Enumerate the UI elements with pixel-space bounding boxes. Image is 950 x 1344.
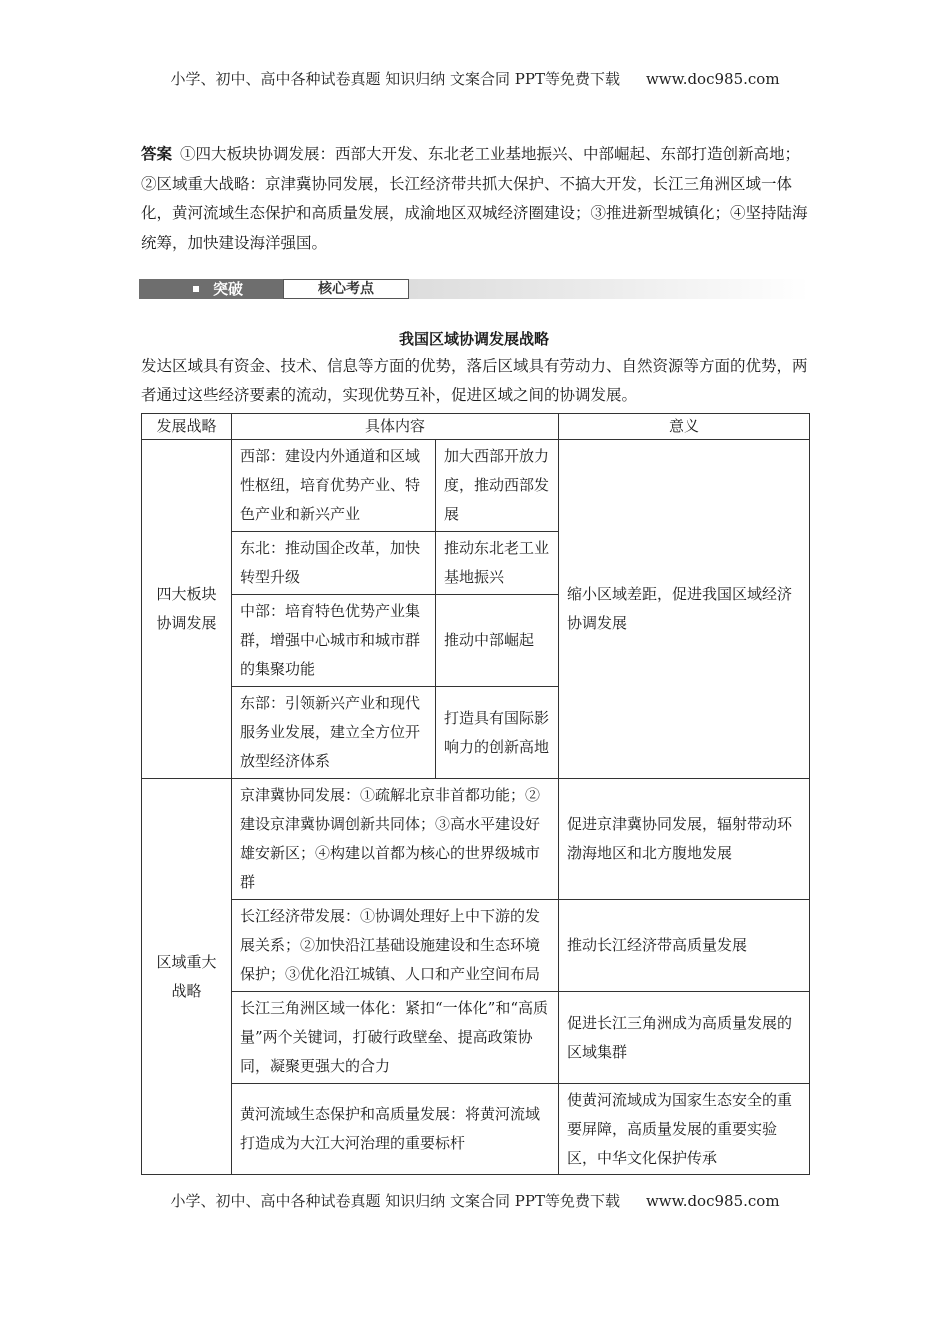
footer-text: 小学、初中、高中各种试卷真题 知识归纳 文案合同 PPT等免费下载 <box>170 1192 620 1210</box>
content-yellow-river: 黄河流域生态保护和高质量发展：将黄河流域打造成为大江大河治理的重要标杆 <box>232 1084 559 1175</box>
meaning-yangtze-belt: 推动长江经济带高质量发展 <box>559 900 810 992</box>
meaning-four-regions: 缩小区域差距，促进我国区域经济协调发展 <box>559 440 810 779</box>
meaning-yellow-river-text: 使黄河流域成为国家生态安全的重要屏障，高质量发展的重要实验区，中华文化保护传承 <box>567 1091 793 1167</box>
table-row <box>142 992 810 1084</box>
footer-site[interactable]: www.doc985.com <box>645 1192 780 1210</box>
bullet-square-icon <box>193 286 199 292</box>
effect-east: 打造具有国际影响力的创新高地 <box>436 687 559 779</box>
header-content: 具体内容 <box>232 414 559 440</box>
content-yangtze-belt: 长江经济带发展：①协调处理好上中下游的发展关系；②加快沿江基础设施建设和生态环境保护；③优化沿江城镇、人口和产业空间布局 <box>232 900 559 992</box>
answer-block <box>141 140 811 258</box>
content-central: 中部：培育特色优势产业集群，增强中心城市和城市群的集聚功能 <box>232 595 436 687</box>
header-text: 小学、初中、高中各种试卷真题 知识归纳 文案合同 PPT等免费下载 <box>170 70 620 88</box>
answer-text: ①四大板块协调发展：西部大开发、东北老工业基地振兴、中部崛起、东部打造创新高地；②区域重大战略：京津冀协同发展，长江经济带共抓大保护、不搞大开发，长江三角洲区域一体化，黄河流域生态保护和高质量发展，成渝地区双城经济圈建设；③推进新型城镇化；④坚持陆海统筹，加快建设海洋强国。 <box>141 145 808 252</box>
strategy-table <box>141 413 810 1175</box>
content-jingjinji: 京津冀协同发展：①疏解北京非首都功能；②建设京津冀协调创新共同体；③高水平建设好雄安新区；④构建以首都为核心的世界级城市群 <box>232 779 559 900</box>
answer-label: 答案 <box>141 145 173 163</box>
content-east: 东部：引领新兴产业和现代服务业发展，建立全方位开放型经济体系 <box>232 687 436 779</box>
table-row <box>142 1084 810 1175</box>
effect-northeast: 推动东北老工业基地振兴 <box>436 532 559 595</box>
table-row <box>142 900 810 992</box>
banner-tag-core: 核心考点 <box>283 279 409 299</box>
section-banner <box>139 274 809 304</box>
page-header <box>0 68 950 89</box>
table-row <box>142 779 810 900</box>
section-title: 我国区域协调发展战略 <box>398 330 549 348</box>
page-footer <box>0 1190 950 1211</box>
meaning-yangtze-delta: 促进长江三角洲成为高质量发展的区域集群 <box>559 992 810 1084</box>
effect-west: 加大西部开放力度，推动西部发展 <box>436 440 559 532</box>
header-strategy: 发展战略 <box>142 414 232 440</box>
header-site[interactable]: www.doc985.com <box>645 70 780 88</box>
meaning-jingjinji: 促进京津冀协同发展，辐射带动环渤海地区和北方腹地发展 <box>559 779 810 900</box>
section-intro: 发达区域具有资金、技术、信息等方面的优势，落后区域具有劳动力、自然资源等方面的优势，两者通过这些经济要素的流动，实现优势互补，促进区域之间的协调发展。 <box>141 357 808 404</box>
effect-central: 推动中部崛起 <box>436 595 559 687</box>
banner-tag-breakthrough <box>139 279 283 299</box>
strategy-major-regions: 区域重大战略 <box>142 779 232 1175</box>
strategy-four-regions: 四大板块协调发展 <box>142 440 232 779</box>
meaning-yellow-river <box>559 1084 810 1175</box>
content-yangtze-delta: 长江三角洲区域一体化：紧扣“一体化”和“高质量”两个关键词，打破行政壁垒、提高政策协同，凝聚更强大的合力 <box>232 992 559 1084</box>
table-row <box>142 440 810 532</box>
header-meaning: 意义 <box>559 414 810 440</box>
banner-left-label: 突破 <box>213 280 244 298</box>
content-northeast: 东北：推动国企改革，加快转型升级 <box>232 532 436 595</box>
content-west: 西部：建设内外通道和区域性枢纽，培育优势产业、特色产业和新兴产业 <box>232 440 436 532</box>
table-header-row <box>142 414 810 440</box>
